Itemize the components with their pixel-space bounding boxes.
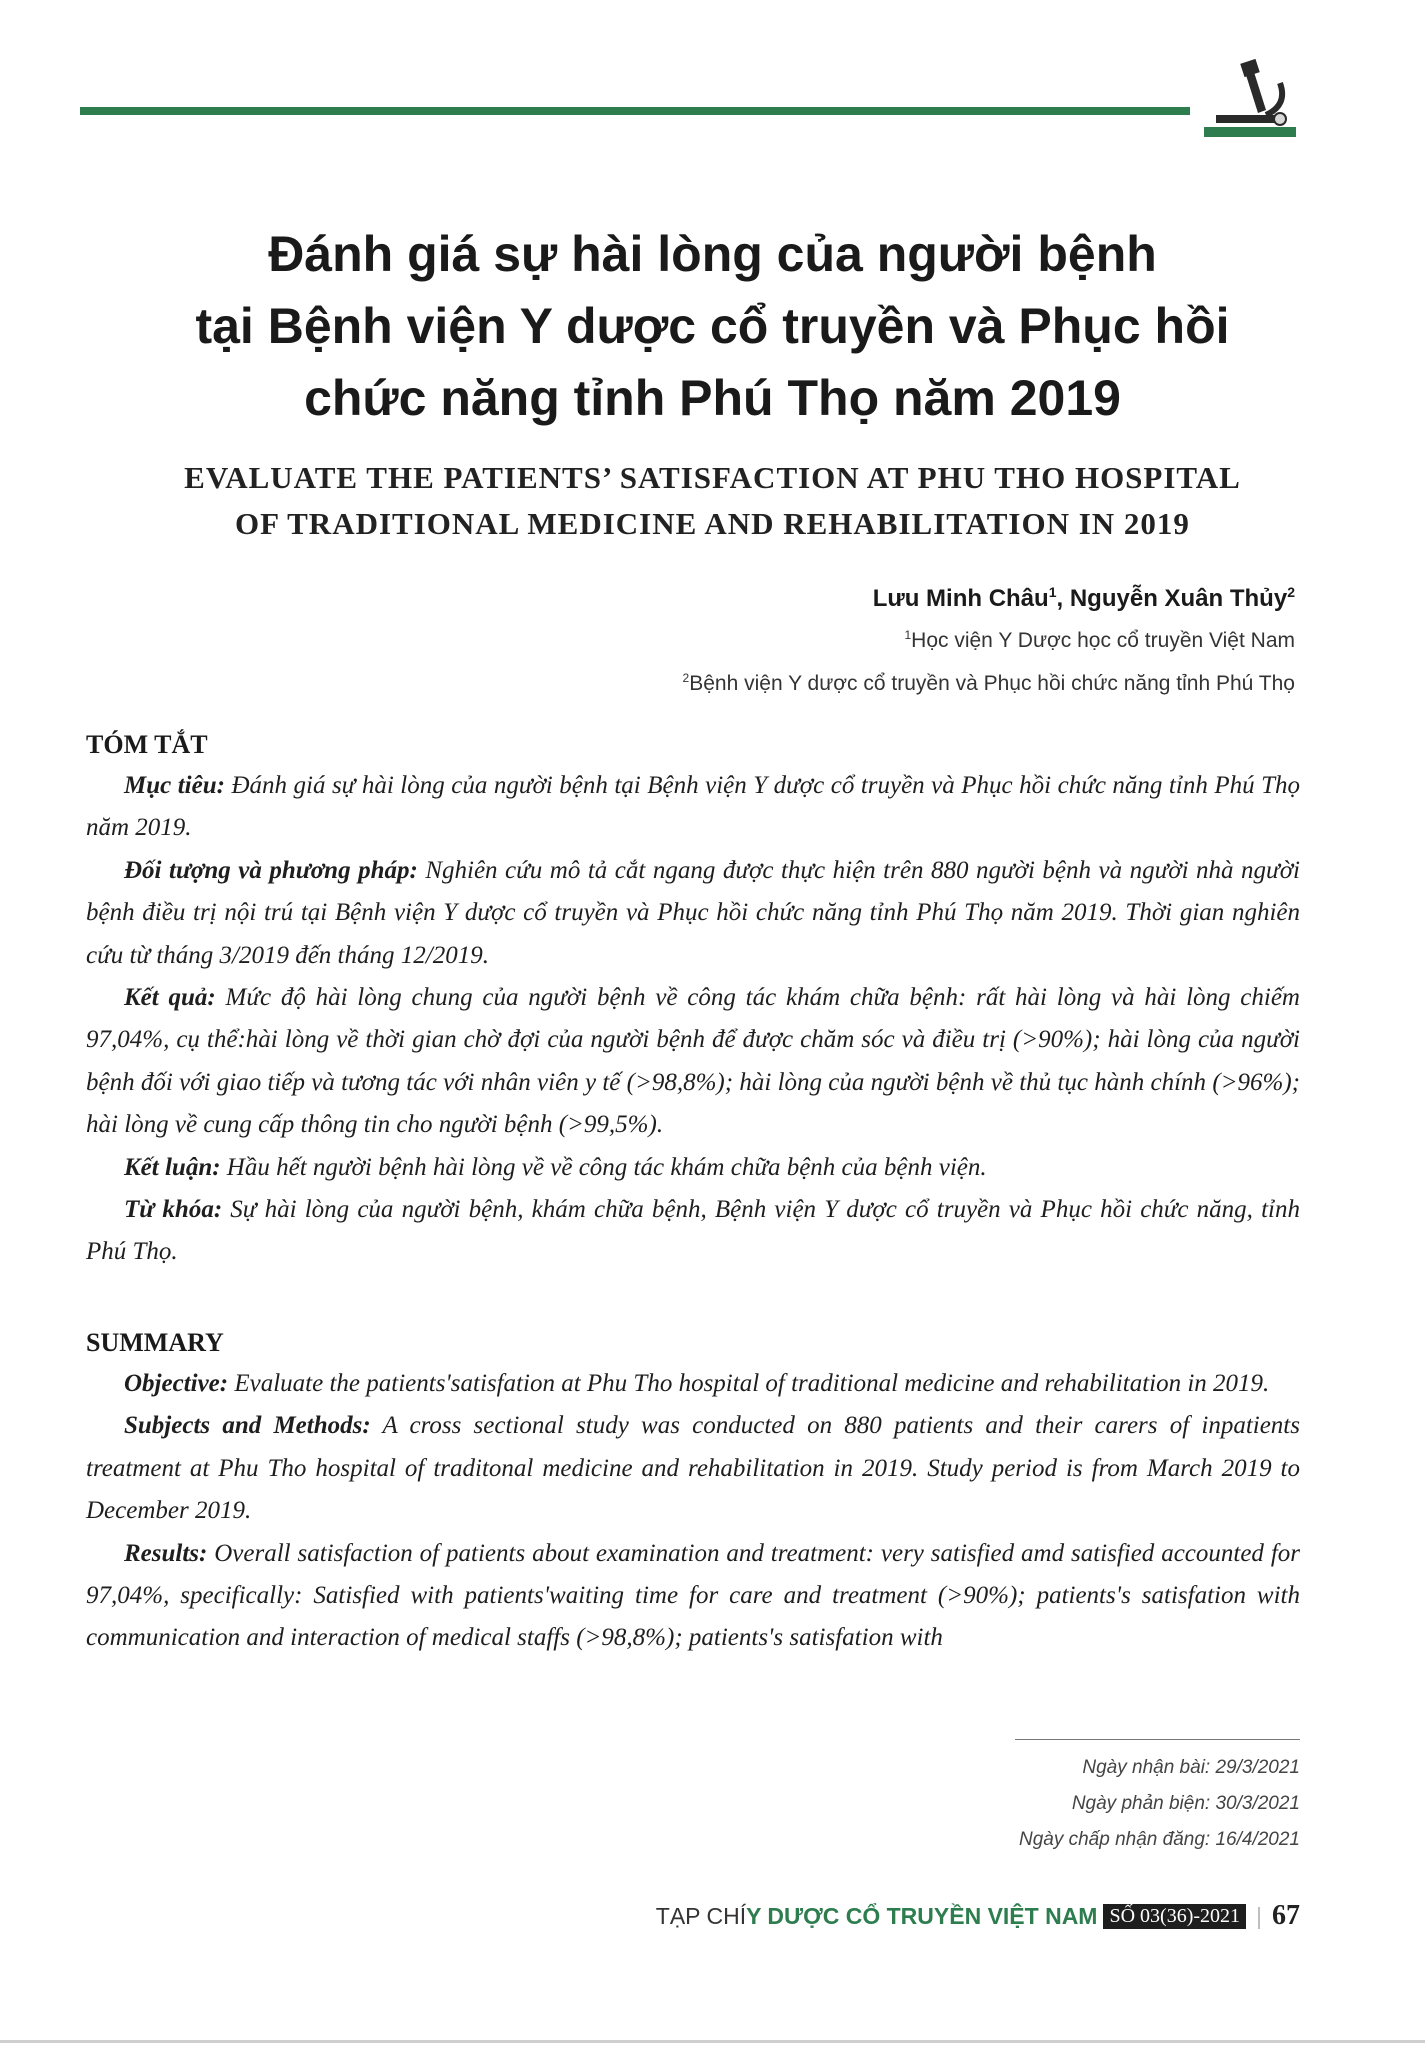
abstract-en-heading: SUMMARY	[86, 1328, 224, 1357]
abstract-paragraph	[86, 850, 1300, 977]
abstract-paragraph	[86, 1405, 1300, 1532]
title-line: chức năng tỉnh Phú Thọ năm 2019	[304, 370, 1121, 426]
paragraph-text: Hầu hết người bệnh hài lòng về về công tác khám chữa bệnh của bệnh viện.	[220, 1153, 987, 1181]
footer-separator: |	[1256, 1902, 1262, 1929]
author-name: Lưu Minh Châu	[872, 585, 1049, 612]
paragraph-label: Subjects and Methods:	[124, 1412, 371, 1440]
paragraph-label: Kết quả:	[124, 984, 216, 1012]
affiliation-text: Bệnh viện Y dược cổ truyền và Phục hồi chức năng tỉnh Phú Thọ	[689, 672, 1295, 695]
microscope-icon	[1196, 55, 1306, 145]
date-reviewed: Ngày phản biện: 30/3/2021	[1071, 1793, 1300, 1814]
abstract-vi	[86, 765, 1300, 1274]
abstract-en	[86, 1363, 1300, 1660]
abstract-vi-heading: TÓM TẮT	[86, 730, 208, 759]
title-line: tại Bệnh viện Y dược cổ truyền và Phục hồi	[195, 298, 1230, 354]
paragraph-label: Từ khóa:	[124, 1196, 223, 1224]
paragraph-label: Kết luận:	[124, 1153, 221, 1181]
author-name: Nguyễn Xuân Thủy	[1069, 585, 1288, 612]
paragraph-label: Mục tiêu:	[124, 772, 225, 799]
affiliation-1	[904, 628, 1295, 653]
submission-dates	[1019, 1750, 1300, 1858]
english-title-line: OF TRADITIONAL MEDICINE AND REHABILITATION IN 2019	[235, 506, 1190, 541]
journal-name: Y DƯỢC CỔ TRUYỀN VIỆT NAM	[746, 1902, 1098, 1929]
affiliation-2	[683, 671, 1295, 696]
abstract-paragraph	[86, 765, 1300, 850]
affiliation-mark: 1	[904, 628, 912, 642]
journal-footer	[656, 1900, 1300, 1932]
abstract-paragraph	[86, 1189, 1300, 1274]
author-mark: 1	[1048, 584, 1057, 600]
dates-rule	[1015, 1739, 1300, 1740]
abstract-paragraph	[86, 1533, 1300, 1660]
affiliation-text: Học viện Y Dược học cổ truyền Việt Nam	[911, 629, 1295, 652]
paragraph-text: Evaluate the patients'satisfation at Phu Tho hospital of traditional medicine and rehabilitation in 2019.	[228, 1370, 1270, 1397]
paragraph-label: Đối tượng và phương pháp:	[124, 856, 418, 884]
paragraph-text: Overall satisfaction of patients about examination and treatment: very satisfied amd satisfied accounted for 97,04%, specifically: Satisfied with patients'waiting time for care and treatment (>90%); patients's satisfation with communication and interaction of medical staffs (>98,8%); patients's satisfation with	[86, 1539, 1300, 1652]
english-title-line: EVALUATE THE PATIENTS’ SATISFACTION AT PHU THO HOSPITAL	[184, 460, 1241, 495]
paragraph-text: Nghiên cứu mô tả cắt ngang được thực hiện trên 880 người bệnh và người nhà người bệnh điều trị nội trú tại Bệnh viện Y dược cổ truyền và Phục hồi chức năng tỉnh Phú Thọ năm 2019. Thời gian nghiên cứu từ tháng 3/2019 đến tháng 12/2019.	[86, 856, 1300, 969]
english-title	[100, 455, 1325, 547]
paragraph-text: Đánh giá sự hài lòng của người bệnh tại Bệnh viện Y dược cổ truyền và Phục hồi chức năng tỉnh Phú Thọ năm 2019.	[86, 772, 1300, 842]
date-received: Ngày nhận bài: 29/3/2021	[1082, 1757, 1300, 1778]
page-number: 67	[1272, 1900, 1300, 1931]
paragraph-text: Mức độ hài lòng chung của người bệnh về công tác khám chữa bệnh: rất hài lòng và hài lòng chiếm 97,04%, cụ thể:hài lòng về thời gian chờ đợi của người bệnh để được chăm sóc và điều trị (>90%); hài lòng của người bệnh đối với giao tiếp và tương tác với nhân viên y tế (>98,8%); hài lòng của người bệnh về thủ tục hành chính (>96%); hài lòng về cung cấp thông tin cho người bệnh (>99,5%).	[86, 984, 1300, 1139]
paragraph-text: A cross sectional study was conducted on 880 patients and their carers of inpatients treatment at Phu Tho hospital of traditonal medicine and rehabilitation in 2019. Study period is from March 2019 to December 2019.	[86, 1412, 1300, 1525]
header-rule	[80, 107, 1190, 115]
author-list	[873, 584, 1295, 613]
paragraph-label: Results:	[124, 1539, 208, 1567]
bottom-edge	[0, 2040, 1425, 2043]
author-mark: 2	[1287, 584, 1295, 600]
journal-prefix: TẠP CHÍ	[655, 1902, 747, 1929]
issue-badge: SỐ 03(36)-2021	[1103, 1904, 1246, 1929]
paragraph-text: Sự hài lòng của người bệnh, khám chữa bệnh, Bệnh viện Y dược cổ truyền và Phục hồi chức năng, tỉnh Phú Thọ.	[86, 1196, 1300, 1266]
title-line: Đánh giá sự hài lòng của người bệnh	[268, 226, 1157, 282]
abstract-paragraph	[86, 977, 1300, 1147]
abstract-paragraph	[86, 1363, 1300, 1405]
abstract-paragraph	[86, 1147, 1300, 1189]
page-title	[100, 218, 1325, 434]
affiliation-mark: 2	[682, 671, 690, 685]
author-separator: ,	[1056, 585, 1070, 612]
paragraph-label: Objective:	[124, 1370, 229, 1397]
date-accepted: Ngày chấp nhận đăng: 16/4/2021	[1018, 1829, 1300, 1850]
